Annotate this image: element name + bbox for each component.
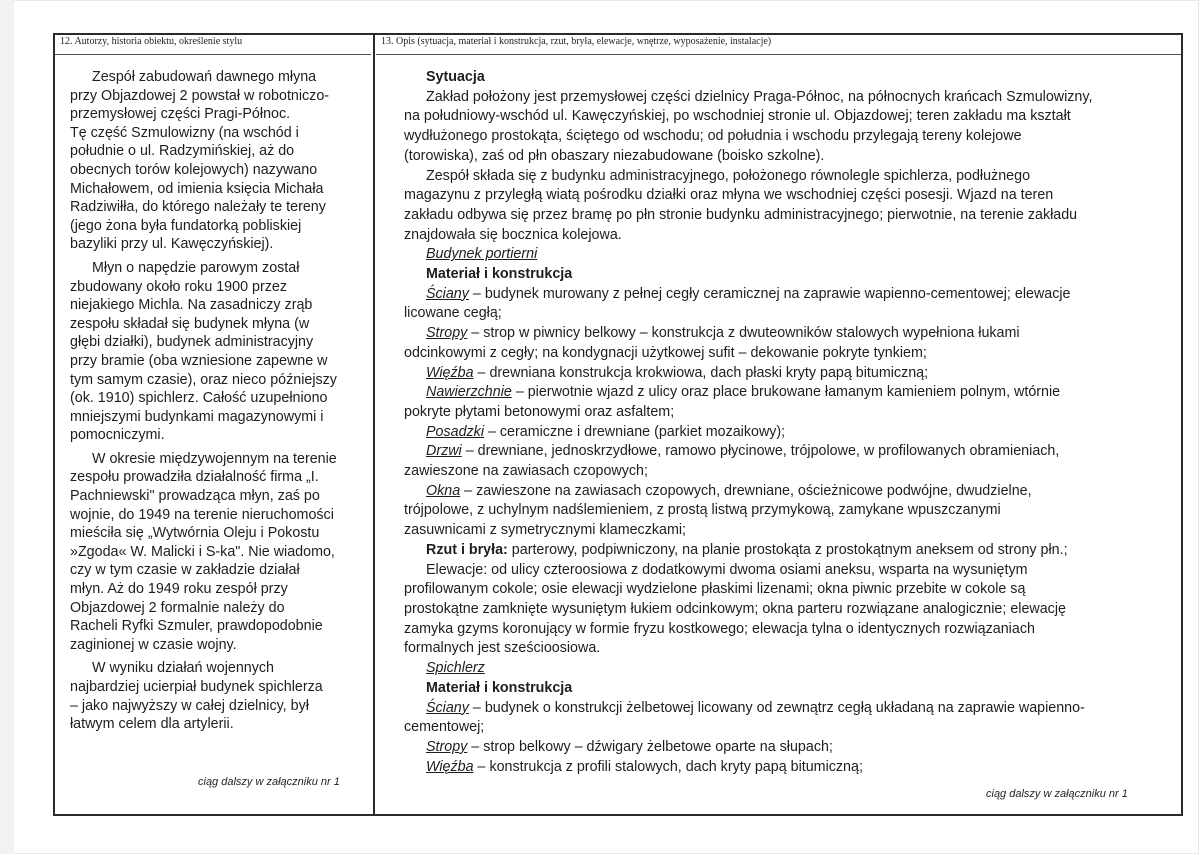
text-line: głębi działki), budynek administracyjny: [70, 334, 314, 351]
element-label: Więźba: [426, 364, 474, 381]
description-line: [404, 561, 1174, 581]
text-run: Zakład położony jest przemysłowej części dzielnicy Praga-Północ, na północnych krańcach Szmulowizny,: [426, 88, 1093, 105]
history-paragraph: [70, 659, 362, 733]
text-line: Objazdowej 2 formalnie należy do: [70, 599, 285, 616]
description-text: [404, 68, 1174, 777]
text-line: wojnie, do 1949 na terenie nieruchomości: [70, 506, 334, 523]
scan-edge: [0, 0, 14, 854]
description-line: [404, 442, 1174, 462]
text-line: przy bramie (oba wzniesione zapewne w: [70, 352, 328, 369]
section-13-header: 13. Opis (sytuacja, materiał i konstrukcja, rzut, bryła, elewacje, wnętrze, wyposażenie, instalacje): [381, 36, 772, 47]
description-line: [404, 364, 1174, 384]
description-line: [404, 541, 1174, 561]
description-line: [404, 659, 1174, 679]
text-line: zaginionej w czasie wojny.: [70, 636, 237, 653]
text-run: – ceramiczne i drewniane (parkiet mozaikowy);: [484, 423, 786, 440]
description-line: [404, 521, 1174, 541]
section-12-header: 12. Autorzy, historia obiektu, określenie stylu: [60, 36, 243, 47]
text-run: zakładu odbywa się przez bramę po płn stronie budynku administracyjnego; pierwotnie, na terenie zakładu: [404, 206, 1078, 223]
text-run: – drewniane, jednoskrzydłowe, ramowo płycinowe, trójpolowe, w profilowanych obramieniach,: [461, 443, 1060, 460]
text-run: magazynu z przyległą wiatą pośrodku działki oraz młyna we wschodniej części posesji. Wjazd na teren: [404, 187, 1054, 204]
text-run: – pierwotnie wjazd z ulicy oraz place brukowane łamanym kamieniem polnym, wtórnie: [511, 384, 1061, 401]
element-label: Stropy: [426, 738, 468, 755]
text-line: Michałowem, od imienia księcia Michała: [70, 180, 324, 197]
text-line: niejakiego Michla. Na zasadniczy zrąb: [70, 297, 313, 314]
description-line: [404, 226, 1174, 246]
text-run: zamyka gzyms koronujący w formie fryzu kostkowego; elewacja tylna o identycznych rozwiązaniach: [404, 620, 1035, 637]
text-line: zespołu prowadziła działalność firma „I.: [70, 469, 319, 486]
text-line: W wyniku działań wojennych: [92, 660, 274, 677]
description-line: [404, 501, 1174, 521]
text-run: – drewniana konstrukcja krokwiowa, dach płaski kryty papą bitumiczną;: [473, 364, 929, 381]
description-line: [404, 107, 1174, 127]
text-line: Zespół zabudowań dawnego młyna: [92, 69, 317, 85]
continued-note-right: ciąg dalszy w załączniku nr 1: [986, 788, 1128, 800]
element-label: Posadzki: [426, 423, 485, 440]
text-line: pomocniczymi.: [70, 427, 165, 444]
description-line: [404, 423, 1174, 443]
description-line: [404, 482, 1174, 502]
history-paragraph: [70, 259, 362, 445]
text-line: mniejszymi budynkami magazynowymi i: [70, 408, 324, 425]
text-line: łatwym celem dla artylerii.: [70, 716, 234, 733]
text-run: – konstrukcja z profili stalowych, dach kryty papą bitumiczną;: [473, 758, 863, 775]
text-run: – strop w piwnicy belkowy – konstrukcja z dwuteowników stalowych wypełniona łukami: [467, 325, 1020, 342]
text-run: cementowej;: [404, 719, 485, 736]
description-line: [404, 68, 1174, 88]
text-run: na południowy-wschód ul. Kawęczyńskiej, po wschodniej stronie ul. Objazdowej; teren zakładu ma kształt: [404, 108, 1071, 125]
text-run: zasuwnicami z symetrycznymi klameczkami;: [404, 522, 687, 539]
description-line: [404, 620, 1174, 640]
text-run: odcinkowymi z cegły; na kondygnacji użytkowej sufit – dekowanie pokryte tynkiem;: [404, 344, 927, 361]
description-line: [404, 88, 1174, 108]
description-line: [404, 600, 1174, 620]
text-run: licowane cegłą;: [404, 305, 502, 322]
description-line: [404, 383, 1174, 403]
text-run: znajdowała się bocznica kolejowa.: [404, 226, 622, 243]
description-line: [404, 127, 1174, 147]
text-line: przemysłowej części Pragi-Północ.: [70, 106, 291, 123]
text-run: – budynek o konstrukcji żelbetowej licowany od zewnątrz cegłą układaną na zaprawie wapienno-: [468, 699, 1085, 716]
text-line: tym samym czasie), oraz nieco późniejszy: [70, 371, 337, 388]
description-line: [404, 265, 1174, 285]
text-line: (ok. 1910) spichlerz. Całość uzupełniono: [70, 390, 328, 407]
description-line: [404, 403, 1174, 423]
text-run: pokryte płytami betonowymi oraz asfaltem;: [404, 403, 675, 420]
description-line: [404, 186, 1174, 206]
text-line: mieściła się „Wytwórnia Oleju i Pokostu: [70, 525, 320, 542]
text-line: bazyliki przy ul. Kawęczyńskiej).: [70, 236, 274, 253]
continued-note-left: ciąg dalszy w załączniku nr 1: [198, 776, 340, 788]
description-line: [404, 758, 1174, 778]
section-heading: Rzut i bryła:: [426, 541, 508, 558]
text-run: zawieszone na zawiasach czopowych;: [404, 463, 648, 480]
column-divider: [373, 33, 375, 816]
description-line: [404, 304, 1174, 324]
text-line: Tę część Szmulowizny (na wschód i: [70, 124, 299, 141]
header-rule-left: [55, 54, 371, 55]
history-text: [70, 68, 362, 739]
element-label: Ściany: [426, 699, 469, 716]
text-line: W okresie międzywojennym na terenie: [92, 450, 337, 467]
history-paragraph: [70, 68, 362, 254]
text-line: południe o ul. Radzymińskiej, aż do: [70, 143, 295, 160]
text-line: młyn. Aż do 1949 roku zespół przy: [70, 581, 288, 598]
description-line: [404, 718, 1174, 738]
element-label: Więźba: [426, 758, 474, 775]
text-line: Radziwiłła, do którego należały te tereny: [70, 199, 326, 216]
description-line: [404, 206, 1174, 226]
section-heading: Sytuacja: [426, 69, 485, 85]
text-run: – strop belkowy – dźwigary żelbetowe oparte na słupach;: [467, 738, 833, 755]
description-line: [404, 147, 1174, 167]
text-run: prostokątne zamknięte wysuniętym łukiem odcinkowym; okna parteru rozwiązane analogicznie; elewację: [404, 600, 1066, 617]
description-line: [404, 324, 1174, 344]
description-line: [404, 738, 1174, 758]
element-label: Stropy: [426, 325, 468, 342]
text-run: trójpolowe, z uchylnym nadślemieniem, z prostą listwą przymykową, zamykane wpuszczanymi: [404, 502, 1001, 519]
text-run: formalnych jest sześcioosiowa.: [404, 640, 601, 657]
history-paragraph: [70, 450, 362, 655]
text-run: profilowanym cokole; osie elewacji wydzielone płaskimi lizenami; okna piwnic przebite w cokole są: [404, 581, 1026, 598]
element-label: Drzwi: [426, 443, 462, 460]
element-label: Nawierzchnie: [426, 384, 512, 401]
text-line: »Zgoda« W. Malicki i S-ka". Nie wiadomo,: [70, 543, 335, 560]
text-line: najbardziej ucierpiał budynek spichlerza: [70, 679, 323, 695]
text-line: przy Objazdowej 2 powstał w robotniczo-: [70, 87, 330, 104]
description-line: [404, 580, 1174, 600]
element-label: Spichlerz: [426, 660, 485, 677]
text-run: (torowiska), zaś od płn obaszary niezabudowane (boisko szkolne).: [404, 147, 825, 164]
description-line: [404, 285, 1174, 305]
element-label: Budynek portierni: [426, 246, 538, 263]
description-line: [404, 245, 1174, 265]
section-heading: Materiał i konstrukcja: [426, 266, 573, 283]
description-line: [404, 462, 1174, 482]
text-line: obecnych torów kolejowych) nazywano: [70, 161, 318, 178]
description-line: [404, 699, 1174, 719]
text-line: czy w tym czasie w zakładzie działał: [70, 562, 300, 579]
text-run: Zespół składa się z budynku administracyjnego, położonego równolegle spichlerza, podłużnego: [426, 167, 1031, 184]
text-line: zbudowany około roku 1900 przez: [70, 278, 287, 295]
description-line: [404, 679, 1174, 699]
element-label: Ściany: [426, 285, 469, 302]
text-line: Racheli Ryfki Szmuler, prawdopodobnie: [70, 618, 323, 635]
header-rule-right: [376, 54, 1181, 55]
text-line: zespołu składał się budynek młyna (w: [70, 315, 310, 332]
text-line: (jego żona była fundatorką pobliskiej: [70, 217, 302, 234]
text-line: – jako najwyższy w całej dzielnicy, był: [70, 697, 309, 714]
description-line: [404, 167, 1174, 187]
text-line: Pachniewski" prowadząca młyn, zaś po: [70, 488, 320, 505]
text-run: wydłużonego prostokąta, ściętego od wschodu; od południa i wschodu przylegają tereny kolejowe: [404, 128, 1022, 145]
text-run: parterowy, podpiwniczony, na planie prostokąta z prostokątnym aneksem od strony płn.;: [507, 541, 1068, 558]
text-line: Młyn o napędzie parowym został: [92, 259, 300, 276]
text-run: Elewacje: od ulicy czteroosiowa z dodatkowymi dwoma osiami aneksu, wsparta na wysuniętym: [426, 561, 1028, 578]
description-line: [404, 639, 1174, 659]
description-line: [404, 344, 1174, 364]
section-heading: Materiał i konstrukcja: [426, 679, 573, 696]
text-run: – budynek murowany z pełnej cegły ceramicznej na zaprawie wapienno-cementowej; elewacje: [468, 285, 1071, 302]
element-label: Okna: [426, 482, 461, 499]
text-run: – zawieszone na zawiasach czopowych, drewniane, ościeżnicowe podwójne, dwudzielne,: [460, 482, 1032, 499]
